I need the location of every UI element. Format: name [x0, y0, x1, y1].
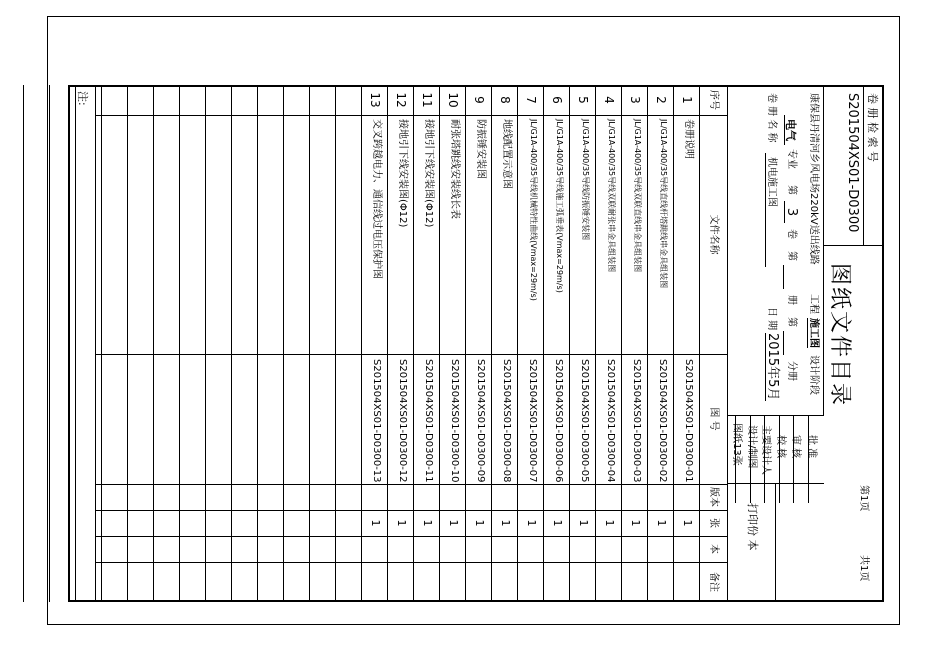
row-number: 8 — [498, 96, 512, 104]
sign-divider — [728, 415, 824, 416]
header-rule — [863, 85, 864, 245]
row-number: 6 — [550, 96, 564, 104]
book-suffix: 册 — [786, 295, 797, 305]
row-rule — [387, 85, 388, 602]
column-rule — [96, 484, 728, 485]
row-number: 10 — [446, 92, 460, 108]
row-rule — [75, 85, 76, 602]
col-no: 序号 — [708, 90, 719, 110]
part-suffix: 分册 — [786, 361, 797, 381]
row-file-name: 卷册说明 — [683, 119, 694, 159]
row-rule — [491, 85, 492, 602]
row-rule — [231, 85, 232, 602]
row-number: 13 — [368, 92, 382, 108]
print-copies: 打印份 本 — [746, 503, 759, 551]
specialty: 电气 — [784, 115, 796, 145]
specialty-suffix: 专业 — [786, 149, 797, 169]
page-no: 第1页 — [858, 485, 869, 512]
row-sheets: 1 — [369, 519, 382, 527]
row-drawing-code: S201504XS01-D0300-13 — [371, 359, 382, 483]
row-file-name: 接地引下线安装图(Φ12) — [423, 119, 434, 228]
project-name: 康保县丹清河乡风电场220kV送出线路 — [808, 93, 819, 265]
row-sheets: 1 — [395, 519, 408, 527]
volume-no: S201504XS01-D0300 — [845, 93, 860, 233]
date: 2015年5月 — [765, 333, 780, 401]
row-number: 4 — [602, 96, 616, 104]
book-prefix: 第 — [786, 251, 797, 261]
row-file-name: JL/G1A-400/35导线施工弧垂表(Vmax=29m/s) — [555, 119, 564, 293]
col-remark: 备注 — [708, 572, 719, 592]
book-no-blank — [783, 265, 796, 289]
col-copies: 本 — [708, 544, 719, 554]
row-sheets: 1 — [421, 519, 434, 527]
row-rule — [49, 85, 50, 602]
row-file-name: 耐张塔跳线安装线长表 — [449, 119, 460, 219]
row-sheets: 1 — [447, 519, 460, 527]
row-drawing-code: S201504XS01-D0300-04 — [605, 359, 616, 483]
stage: 施工图 — [808, 318, 819, 348]
row-rule — [101, 85, 102, 602]
date-label: 日 期 — [766, 307, 777, 331]
row-rule — [153, 85, 154, 602]
row-drawing-code: S201504XS01-D0300-12 — [397, 359, 408, 483]
col-sheets: 张 — [708, 518, 719, 528]
row-rule — [257, 85, 258, 602]
part-prefix: 第 — [786, 317, 797, 327]
row-number: 7 — [524, 96, 538, 104]
row-number: 11 — [420, 92, 434, 108]
row-file-name: JL/G1A-400/35导线直线杆塔跳线串金具组装图 — [659, 119, 668, 289]
row-drawing-code: S201504XS01-D0300-07 — [527, 359, 538, 483]
row-file-name: 接地引下线安装图(Φ12) — [397, 119, 408, 228]
row-file-name: JL/G1A-400/35导线双联耐张串金具组装图 — [607, 119, 616, 273]
row-file-name: 地线配置示意图 — [501, 119, 512, 189]
row-drawing-code: S201504XS01-D0300-11 — [423, 359, 434, 483]
row-rule — [543, 85, 544, 602]
row-rule — [179, 85, 180, 602]
row-rule — [205, 85, 206, 602]
column-rule — [96, 115, 728, 116]
row-rule — [23, 85, 24, 602]
row-rule — [127, 85, 128, 602]
print-rule — [775, 483, 776, 602]
total-pages: 共1页 — [858, 555, 869, 582]
note-rule — [95, 85, 96, 602]
sign-rule — [808, 415, 809, 503]
stage-suffix: 设计阶段 — [808, 355, 819, 395]
column-rule — [96, 354, 728, 355]
row-drawing-code: S201504XS01-D0300-02 — [657, 359, 668, 483]
page-title: 图纸文件目录 — [827, 263, 852, 408]
row-sheets: 1 — [473, 519, 486, 527]
row-rule — [621, 85, 622, 602]
design-label: 设计/制图 — [746, 425, 757, 469]
row-drawing-code: S201504XS01-D0300-08 — [501, 359, 512, 483]
row-sheets: 1 — [577, 519, 590, 527]
vol-no: 3 — [784, 201, 798, 223]
part-no-blank — [783, 331, 796, 355]
row-rule — [517, 85, 518, 602]
col-code: 图 号 — [708, 407, 719, 431]
header-bottom-rule — [727, 85, 728, 602]
vol-suffix: 卷 — [786, 229, 797, 239]
volume-name-label: 卷 册 名 称 — [766, 93, 777, 143]
row-sheets: 1 — [629, 519, 642, 527]
row-sheets: 1 — [499, 519, 512, 527]
row-sheets: 1 — [551, 519, 564, 527]
check-label: 校 核 — [775, 435, 786, 459]
project-suffix: 工程 — [808, 294, 819, 314]
row-rule — [309, 85, 310, 602]
row-sheets: 1 — [525, 519, 538, 527]
vol-prefix: 第 — [786, 185, 797, 195]
approve-label: 批 准 — [806, 435, 817, 459]
row-sheets: 1 — [655, 519, 668, 527]
row-drawing-code: S201504XS01-D0300-03 — [631, 359, 642, 483]
index-sheet — [68, 85, 884, 602]
sign-divider — [728, 483, 824, 484]
row-drawing-code: S201504XS01-D0300-09 — [475, 359, 486, 483]
row-file-name: 防振锤安装图 — [475, 119, 486, 179]
row-number: 9 — [472, 96, 486, 104]
row-rule — [595, 85, 596, 602]
row-drawing-code: S201504XS01-D0300-01 — [683, 359, 694, 483]
column-rule — [96, 562, 728, 563]
row-rule — [569, 85, 570, 602]
row-rule — [283, 85, 284, 602]
row-rule — [335, 85, 336, 602]
header-rule — [823, 85, 824, 415]
sheet-count: 图纸13张 — [731, 423, 742, 466]
volume-name: 机电施工图 — [765, 153, 776, 267]
row-rule — [647, 85, 648, 602]
row-drawing-code: S201504XS01-D0300-10 — [449, 359, 460, 483]
row-rule — [439, 85, 440, 602]
volume-no-label: 卷 册 检 索 号 — [866, 93, 879, 162]
row-file-name: 交叉跨越电力、通信线过电压保护图 — [371, 119, 382, 279]
row-number: 2 — [654, 96, 668, 104]
row-rule — [361, 85, 362, 602]
note-label: 注: — [76, 91, 89, 106]
column-rule — [96, 536, 728, 537]
row-file-name: JL/G1A-400/35导线防振锤安装图 — [581, 119, 590, 241]
col-name: 文件名称 — [708, 214, 719, 255]
row-number: 5 — [576, 96, 590, 104]
row-file-name: JL/G1A-400/35导线机械特性曲线(Vmax=29m/s) — [529, 119, 538, 301]
row-number: 1 — [680, 96, 694, 104]
row-sheets: 1 — [681, 519, 694, 527]
row-rule — [465, 85, 466, 602]
row-rule — [413, 85, 414, 602]
col-version: 版本 — [708, 487, 719, 507]
sign-rule — [779, 415, 780, 503]
review-label: 审 核 — [790, 435, 801, 459]
row-drawing-code: S201504XS01-D0300-06 — [553, 359, 564, 483]
row-sheets: 1 — [603, 519, 616, 527]
row-rule — [673, 85, 674, 602]
sign-rule — [793, 415, 794, 503]
row-drawing-code: S201504XS01-D0300-05 — [579, 359, 590, 483]
row-number: 3 — [628, 96, 642, 104]
column-header-rule — [699, 85, 700, 602]
row-file-name: JL/G1A-400/35导线双联直线串金具组装图 — [633, 119, 642, 273]
row-number: 12 — [394, 92, 408, 108]
chief-designer-label: 主要设计人 — [760, 425, 771, 475]
header-divider — [824, 245, 884, 246]
